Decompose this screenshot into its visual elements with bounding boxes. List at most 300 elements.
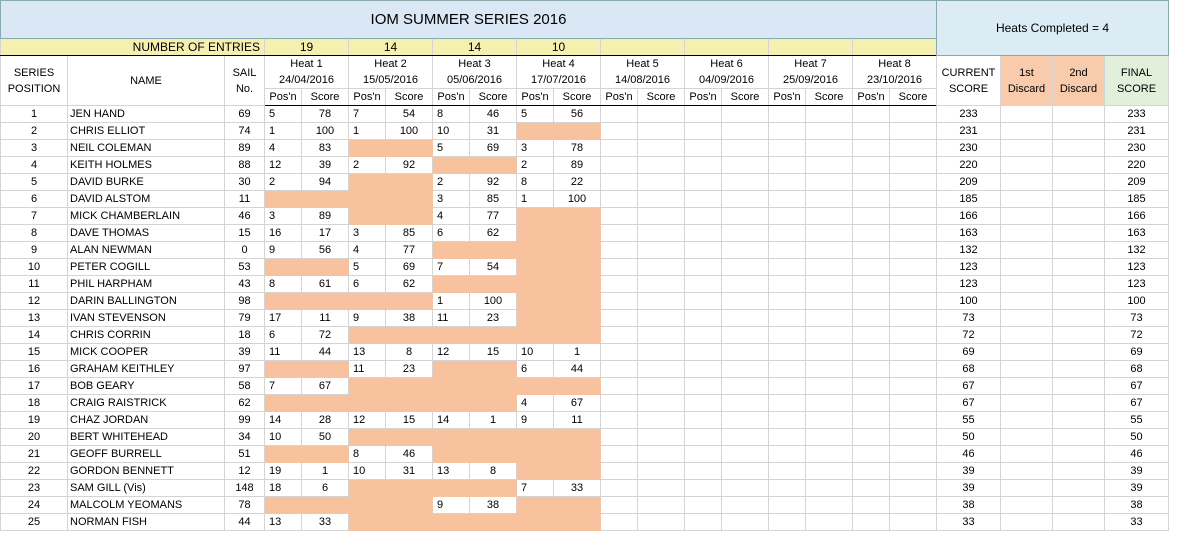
entries-heat-5	[601, 39, 685, 56]
discard1-header: 1st Discard	[1001, 56, 1053, 106]
sail-number: 99	[225, 412, 265, 429]
heat-position: 1	[349, 123, 386, 140]
heat-score: 54	[386, 106, 433, 123]
discard-1	[1001, 140, 1053, 157]
discard-2	[1053, 259, 1105, 276]
current-score: 55	[937, 412, 1001, 429]
discard-1	[1001, 412, 1053, 429]
current-score: 231	[937, 123, 1001, 140]
current-score: 73	[937, 310, 1001, 327]
heat-date: 23/10/2016	[866, 74, 923, 86]
heat-header-5	[601, 56, 685, 89]
table-row	[1, 225, 1169, 242]
score-header: Score	[386, 89, 433, 106]
heat-not-sailed	[433, 395, 517, 412]
heat-name: Heat 2	[374, 58, 407, 70]
heat-position: 13	[265, 514, 302, 531]
discard-2	[1053, 123, 1105, 140]
heat-position	[769, 242, 806, 259]
heat-position	[769, 276, 806, 293]
heat-score	[806, 123, 853, 140]
current-score: 46	[937, 446, 1001, 463]
competitor-name: NORMAN FISH	[68, 514, 225, 531]
heat-position	[853, 514, 890, 531]
heat-score	[638, 327, 685, 344]
heat-header-1	[265, 56, 349, 89]
current-score: 163	[937, 225, 1001, 242]
sail-number: 78	[225, 497, 265, 514]
heat-position	[685, 497, 722, 514]
heat-position	[601, 157, 638, 174]
discard-1	[1001, 174, 1053, 191]
discard-1	[1001, 378, 1053, 395]
heat-position	[685, 378, 722, 395]
score-header: Score	[890, 89, 937, 106]
discard-2	[1053, 497, 1105, 514]
current-score: 39	[937, 463, 1001, 480]
heat-score	[890, 310, 937, 327]
heat-position	[853, 225, 890, 242]
discard-2	[1053, 106, 1105, 123]
heat-position	[769, 378, 806, 395]
heat-score: 61	[302, 276, 349, 293]
final-score: 67	[1105, 395, 1169, 412]
heat-position: 9	[517, 412, 554, 429]
pos-header: Pos'n	[853, 89, 890, 106]
heat-position	[769, 412, 806, 429]
series-position: 7	[1, 208, 68, 225]
heat-score	[722, 412, 769, 429]
heat-position: 7	[265, 378, 302, 395]
competitor-name: BERT WHITEHEAD	[68, 429, 225, 446]
competitor-name: MICK COOPER	[68, 344, 225, 361]
heat-not-sailed	[517, 497, 601, 514]
entries-heat-1: 19	[265, 39, 349, 56]
heat-position	[853, 157, 890, 174]
series-position: 5	[1, 174, 68, 191]
table-row	[1, 259, 1169, 276]
heat-position: 4	[517, 395, 554, 412]
current-score: 230	[937, 140, 1001, 157]
heat-not-sailed	[433, 327, 517, 344]
competitor-name: CHRIS CORRIN	[68, 327, 225, 344]
score-header: Score	[722, 89, 769, 106]
series-position: 12	[1, 293, 68, 310]
heat-score: 100	[470, 293, 517, 310]
heat-position	[769, 480, 806, 497]
pos-header: Pos'n	[433, 89, 470, 106]
current-score: 33	[937, 514, 1001, 531]
discard-1	[1001, 497, 1053, 514]
heat-score	[638, 480, 685, 497]
heat-score: 15	[470, 344, 517, 361]
heat-position: 6	[265, 327, 302, 344]
series-position: 21	[1, 446, 68, 463]
current-score: 209	[937, 174, 1001, 191]
heat-score	[806, 497, 853, 514]
heat-not-sailed	[517, 514, 601, 531]
sail-number: 43	[225, 276, 265, 293]
series-position: 17	[1, 378, 68, 395]
heat-position: 2	[349, 157, 386, 174]
heat-position	[685, 106, 722, 123]
final-score: 69	[1105, 344, 1169, 361]
heat-not-sailed	[517, 327, 601, 344]
heat-score	[806, 361, 853, 378]
heat-position: 7	[433, 259, 470, 276]
discard-1	[1001, 446, 1053, 463]
heat-not-sailed	[433, 429, 517, 446]
heat-position	[769, 208, 806, 225]
heat-name: Heat 7	[794, 58, 827, 70]
sail-number: 11	[225, 191, 265, 208]
heat-score: 38	[386, 310, 433, 327]
heat-position: 13	[433, 463, 470, 480]
heat-position	[685, 327, 722, 344]
heat-position	[601, 429, 638, 446]
current-score: 185	[937, 191, 1001, 208]
final-score: 39	[1105, 463, 1169, 480]
discard-2	[1053, 191, 1105, 208]
heat-not-sailed	[265, 446, 349, 463]
table-row	[1, 191, 1169, 208]
heat-score: 1	[470, 412, 517, 429]
heat-position	[769, 106, 806, 123]
heat-name: Heat 1	[290, 58, 323, 70]
sail-number: 18	[225, 327, 265, 344]
heat-score	[890, 140, 937, 157]
heat-position	[601, 140, 638, 157]
heat-position	[769, 225, 806, 242]
competitor-name: MALCOLM YEOMANS	[68, 497, 225, 514]
heat-score	[806, 208, 853, 225]
heat-position	[853, 378, 890, 395]
heat-not-sailed	[517, 259, 601, 276]
heat-not-sailed	[349, 140, 433, 157]
sail-number: 69	[225, 106, 265, 123]
heat-score	[890, 514, 937, 531]
discard-2	[1053, 480, 1105, 497]
heat-score	[722, 497, 769, 514]
discard-2	[1053, 276, 1105, 293]
heat-not-sailed	[349, 497, 433, 514]
heat-score	[806, 429, 853, 446]
discard-1	[1001, 514, 1053, 531]
heat-score	[638, 514, 685, 531]
heat-score	[890, 208, 937, 225]
entries-heat-3: 14	[433, 39, 517, 56]
heat-position	[853, 276, 890, 293]
heat-score: 62	[386, 276, 433, 293]
heat-score	[806, 259, 853, 276]
heat-score: 67	[302, 378, 349, 395]
discard-2	[1053, 446, 1105, 463]
sail-number: 53	[225, 259, 265, 276]
final-score: 33	[1105, 514, 1169, 531]
heat-position: 18	[265, 480, 302, 497]
heat-position	[685, 463, 722, 480]
heat-score	[806, 463, 853, 480]
heat-name: Heat 5	[626, 58, 659, 70]
heat-not-sailed	[349, 378, 433, 395]
heat-score	[890, 463, 937, 480]
entries-heat-8	[853, 39, 937, 56]
heat-position	[853, 480, 890, 497]
table-row	[1, 140, 1169, 157]
heat-position: 5	[265, 106, 302, 123]
heat-not-sailed	[433, 361, 517, 378]
heat-score	[806, 395, 853, 412]
heat-score: 89	[302, 208, 349, 225]
heat-position	[853, 395, 890, 412]
sail-number: 58	[225, 378, 265, 395]
entries-heat-7	[769, 39, 853, 56]
heat-score: 8	[470, 463, 517, 480]
heat-not-sailed	[349, 191, 433, 208]
table-row	[1, 463, 1169, 480]
entries-heat-2: 14	[349, 39, 433, 56]
heat-position	[769, 463, 806, 480]
entries-heat-6	[685, 39, 769, 56]
final-score: 163	[1105, 225, 1169, 242]
heat-score	[722, 395, 769, 412]
heat-position: 1	[265, 123, 302, 140]
heat-score	[722, 344, 769, 361]
heat-position	[601, 123, 638, 140]
discard-2	[1053, 412, 1105, 429]
heat-position: 1	[433, 293, 470, 310]
heat-position	[601, 259, 638, 276]
heat-not-sailed	[517, 123, 601, 140]
heat-position: 4	[433, 208, 470, 225]
heat-header-7	[769, 56, 853, 89]
heat-position: 3	[433, 191, 470, 208]
heat-position: 10	[265, 429, 302, 446]
table-row	[1, 157, 1169, 174]
table-row	[1, 310, 1169, 327]
heat-position	[685, 225, 722, 242]
heat-score: 17	[302, 225, 349, 242]
current-score: 100	[937, 293, 1001, 310]
heat-position	[853, 293, 890, 310]
heat-position	[685, 344, 722, 361]
heat-position	[601, 497, 638, 514]
heat-position: 12	[349, 412, 386, 429]
heat-position	[853, 106, 890, 123]
sail-number: 97	[225, 361, 265, 378]
heat-score	[638, 344, 685, 361]
series-position: 11	[1, 276, 68, 293]
heat-not-sailed	[265, 191, 349, 208]
heat-score: 56	[302, 242, 349, 259]
final-score: 132	[1105, 242, 1169, 259]
current-score: 166	[937, 208, 1001, 225]
table-row	[1, 106, 1169, 123]
heat-score: 1	[302, 463, 349, 480]
heat-score	[722, 157, 769, 174]
table-row	[1, 361, 1169, 378]
heat-position: 2	[265, 174, 302, 191]
heat-score: 83	[302, 140, 349, 157]
heat-score	[638, 497, 685, 514]
heat-position	[685, 208, 722, 225]
heat-score	[722, 446, 769, 463]
score-header: Score	[638, 89, 685, 106]
sail-number: 88	[225, 157, 265, 174]
heat-not-sailed	[349, 514, 433, 531]
discard-1	[1001, 429, 1053, 446]
heat-score	[806, 514, 853, 531]
table-row	[1, 344, 1169, 361]
heat-score	[722, 429, 769, 446]
heat-position: 5	[517, 106, 554, 123]
heat-score	[722, 480, 769, 497]
heat-score	[806, 327, 853, 344]
final-score: 46	[1105, 446, 1169, 463]
table-row	[1, 293, 1169, 310]
heat-position	[853, 463, 890, 480]
heat-score	[806, 174, 853, 191]
discard-2	[1053, 429, 1105, 446]
heat-header-3	[433, 56, 517, 89]
heat-score: 62	[470, 225, 517, 242]
heat-not-sailed	[517, 293, 601, 310]
heat-position	[601, 225, 638, 242]
heat-score	[806, 276, 853, 293]
heat-score: 22	[554, 174, 601, 191]
heat-position	[601, 293, 638, 310]
heat-position	[685, 480, 722, 497]
discard-1	[1001, 106, 1053, 123]
heat-position	[769, 395, 806, 412]
heat-position	[769, 293, 806, 310]
heat-score	[722, 463, 769, 480]
heat-position	[853, 174, 890, 191]
heat-not-sailed	[433, 378, 517, 395]
heat-header-2	[349, 56, 433, 89]
competitor-name: ALAN NEWMAN	[68, 242, 225, 259]
score-header: Score	[806, 89, 853, 106]
heat-position	[685, 276, 722, 293]
heat-position	[601, 480, 638, 497]
heat-position	[685, 140, 722, 157]
pos-header: Pos'n	[517, 89, 554, 106]
heat-not-sailed	[349, 208, 433, 225]
current-score: 72	[937, 327, 1001, 344]
heat-position	[601, 310, 638, 327]
heat-date: 14/08/2016	[614, 74, 671, 86]
pos-header: Pos'n	[265, 89, 302, 106]
heat-score	[638, 174, 685, 191]
sail-number: 62	[225, 395, 265, 412]
final-score: 231	[1105, 123, 1169, 140]
heat-score	[638, 412, 685, 429]
heat-position	[685, 242, 722, 259]
sail-number: 74	[225, 123, 265, 140]
heat-score	[890, 123, 937, 140]
sail-number: 148	[225, 480, 265, 497]
discard-2	[1053, 310, 1105, 327]
heat-score	[722, 327, 769, 344]
table-row	[1, 327, 1169, 344]
heat-score	[806, 225, 853, 242]
heat-position	[769, 327, 806, 344]
heat-position: 6	[349, 276, 386, 293]
discard-2	[1053, 208, 1105, 225]
competitor-name: CHAZ JORDAN	[68, 412, 225, 429]
heat-score	[638, 378, 685, 395]
final-score: 166	[1105, 208, 1169, 225]
heat-position: 4	[265, 140, 302, 157]
discard-2	[1053, 140, 1105, 157]
heat-score	[890, 480, 937, 497]
table-row	[1, 276, 1169, 293]
sail-number: 46	[225, 208, 265, 225]
series-position: 15	[1, 344, 68, 361]
table-row	[1, 242, 1169, 259]
competitor-name: GORDON BENNETT	[68, 463, 225, 480]
discard-1	[1001, 123, 1053, 140]
table-row	[1, 395, 1169, 412]
heat-score: 85	[470, 191, 517, 208]
sail-number: 15	[225, 225, 265, 242]
heat-score	[890, 157, 937, 174]
heat-position	[685, 395, 722, 412]
heat-score: 46	[386, 446, 433, 463]
discard-2	[1053, 327, 1105, 344]
final-score: 50	[1105, 429, 1169, 446]
series-position: 19	[1, 412, 68, 429]
heat-position	[769, 259, 806, 276]
discard-1	[1001, 395, 1053, 412]
competitor-name: MICK CHAMBERLAIN	[68, 208, 225, 225]
heat-score	[638, 225, 685, 242]
heat-score	[890, 446, 937, 463]
heat-not-sailed	[517, 446, 601, 463]
competitor-name: BOB GEARY	[68, 378, 225, 395]
heat-position	[769, 123, 806, 140]
heat-position	[769, 157, 806, 174]
heat-score	[722, 208, 769, 225]
competitor-name: DAVE THOMAS	[68, 225, 225, 242]
series-position: 18	[1, 395, 68, 412]
discard-2	[1053, 344, 1105, 361]
score-header: Score	[302, 89, 349, 106]
heat-score	[890, 242, 937, 259]
discard-1	[1001, 344, 1053, 361]
discard-2	[1053, 174, 1105, 191]
heat-score: 33	[302, 514, 349, 531]
series-position: 10	[1, 259, 68, 276]
heat-score: 31	[386, 463, 433, 480]
heat-position	[769, 191, 806, 208]
heat-name: Heat 8	[878, 58, 911, 70]
heat-score	[638, 259, 685, 276]
heat-not-sailed	[433, 157, 517, 174]
heat-score	[638, 140, 685, 157]
heat-position: 7	[517, 480, 554, 497]
heat-position: 11	[349, 361, 386, 378]
heat-position	[685, 123, 722, 140]
heat-score	[638, 395, 685, 412]
heat-score	[890, 293, 937, 310]
final-score: 220	[1105, 157, 1169, 174]
heat-score: 31	[470, 123, 517, 140]
competitor-name: DARIN BALLINGTON	[68, 293, 225, 310]
current-score: 39	[937, 480, 1001, 497]
heat-position	[685, 293, 722, 310]
heat-position	[769, 497, 806, 514]
